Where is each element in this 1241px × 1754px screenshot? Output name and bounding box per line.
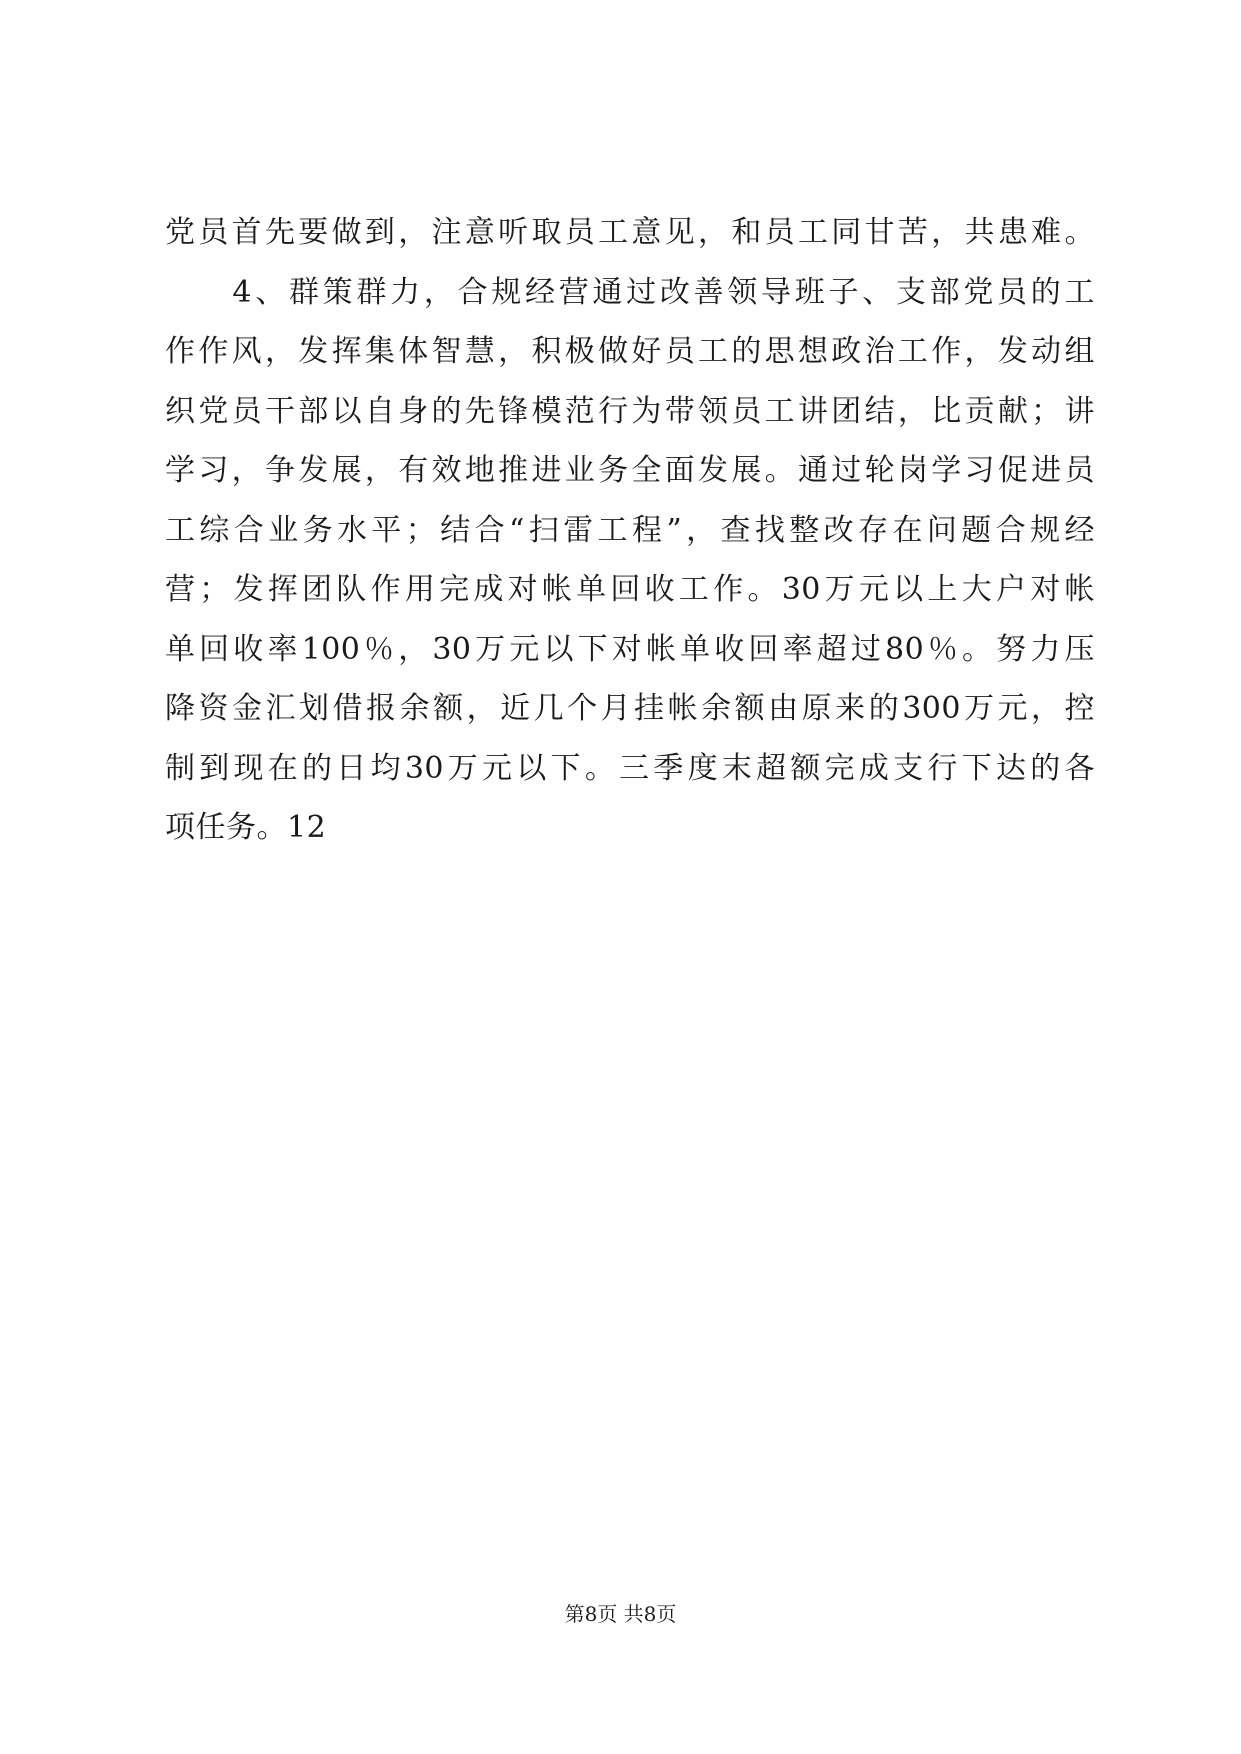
text-line-3: 作作风，发挥集体智慧，积极做好员工的思想政治工作，发动组 [165, 334, 1095, 369]
text-line-7: 营；发挥团队作用完成对帐单回收工作。30万元以上大户对帐 [165, 572, 1095, 607]
text-line-11: 项任务。12 [165, 810, 327, 845]
text-line-10: 制到现在的日均30万元以下。三季度末超额完成支行下达的各 [165, 750, 1095, 786]
text-line-5: 学习，争发展，有效地推进业务全面发展。通过轮岗学习促进员 [165, 453, 1095, 488]
body-text [165, 203, 1095, 858]
text-line-8: 单回收率100％，30万元以下对帐单收回率超过80％。努力压 [165, 631, 1095, 667]
text-line-2: 4、群策群力，合规经营通过改善领导班子、支部党员的工 [165, 274, 1095, 310]
page-number-indicator: 第8页 共8页 [564, 1602, 677, 1626]
text-line-1: 党员首先要做到，注意听取员工意见，和员工同甘苦，共患难。 [165, 215, 1095, 250]
text-line-9: 降资金汇划借报余额，近几个月挂帐余额由原来的300万元，控 [165, 691, 1095, 726]
text-line-4: 织党员干部以自身的先锋模范行为带领员工讲团结，比贡献；讲 [165, 393, 1095, 429]
page-footer [0, 1598, 1241, 1627]
text-line-6: 工综合业务水平；结合“扫雷工程”，查找整改存在问题合规经 [165, 512, 1095, 548]
